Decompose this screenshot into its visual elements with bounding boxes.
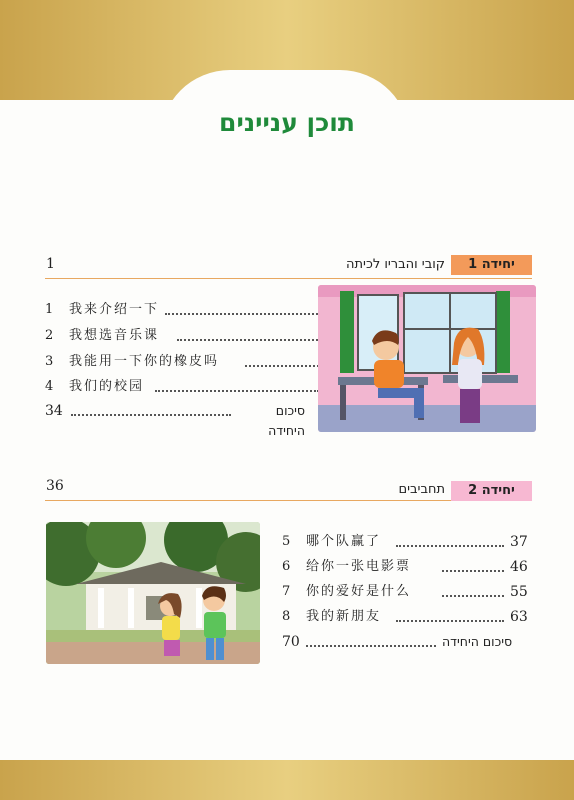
- lesson-number: 8: [282, 609, 291, 624]
- lesson-number: 4: [45, 379, 54, 394]
- summary-title: סיכום היחידה: [442, 634, 513, 649]
- lesson-number: 1: [45, 302, 54, 317]
- lesson-title: 我能用一下你的橡皮吗: [69, 354, 220, 369]
- house-illustration: [46, 522, 260, 664]
- lesson-number: 5: [282, 534, 291, 549]
- unit-2-page: 36: [46, 478, 64, 494]
- summary-title: סיכום היחידה: [268, 403, 305, 438]
- summary-item[interactable]: [45, 401, 305, 438]
- classroom-scene-icon: [318, 285, 536, 432]
- dot-leader: [177, 339, 321, 341]
- page-title: תוכן עניינים: [219, 108, 355, 137]
- lesson-page: 37: [510, 534, 528, 550]
- lesson-number: 6: [282, 559, 291, 574]
- page-bottom-border: [0, 758, 574, 800]
- lesson-title: 我们的校园: [69, 379, 145, 394]
- dot-leader: [442, 570, 504, 572]
- lesson-number: 7: [282, 584, 291, 599]
- lesson-title: 给你一张电影票: [306, 559, 412, 574]
- dot-leader: [306, 645, 436, 647]
- house-scene-icon: [46, 522, 260, 664]
- lesson-number: 3: [45, 354, 54, 369]
- list-item[interactable]: [282, 532, 542, 552]
- lesson-title: 我来介绍一下: [69, 302, 160, 317]
- dot-leader: [442, 595, 504, 597]
- list-item[interactable]: [282, 582, 542, 602]
- unit-1-badge: יחידה 1: [451, 255, 532, 275]
- unit-1-name: קובי והבריו לכיתה: [346, 257, 445, 272]
- summary-page: 34: [45, 403, 63, 419]
- summary-page: 70: [282, 634, 300, 650]
- unit-2-name: תחביבים: [398, 482, 445, 497]
- list-item[interactable]: [45, 377, 305, 397]
- unit-2-badge: יחידה 2: [451, 481, 532, 501]
- dot-leader: [396, 620, 504, 622]
- list-item[interactable]: [282, 607, 542, 627]
- classroom-illustration: [318, 285, 536, 432]
- list-item[interactable]: [45, 326, 305, 346]
- dot-leader: [71, 414, 231, 416]
- list-item[interactable]: [45, 300, 305, 320]
- dot-leader: [155, 390, 319, 392]
- lesson-page: 46: [510, 559, 528, 575]
- list-item[interactable]: [45, 352, 305, 372]
- dot-leader: [245, 365, 319, 367]
- dot-leader: [165, 313, 325, 315]
- lesson-number: 2: [45, 328, 54, 343]
- list-item[interactable]: [282, 557, 542, 577]
- lesson-page: 63: [510, 609, 528, 625]
- lesson-title: 我想选音乐课: [69, 328, 160, 343]
- dot-leader: [396, 545, 504, 547]
- lesson-title: 你的爱好是什么: [306, 584, 412, 599]
- unit-1-page: 1: [46, 256, 55, 272]
- lesson-title: 哪个队赢了: [306, 534, 382, 549]
- lesson-page: 55: [510, 584, 528, 600]
- lesson-title: 我的新朋友: [306, 609, 382, 624]
- summary-item[interactable]: [282, 632, 542, 652]
